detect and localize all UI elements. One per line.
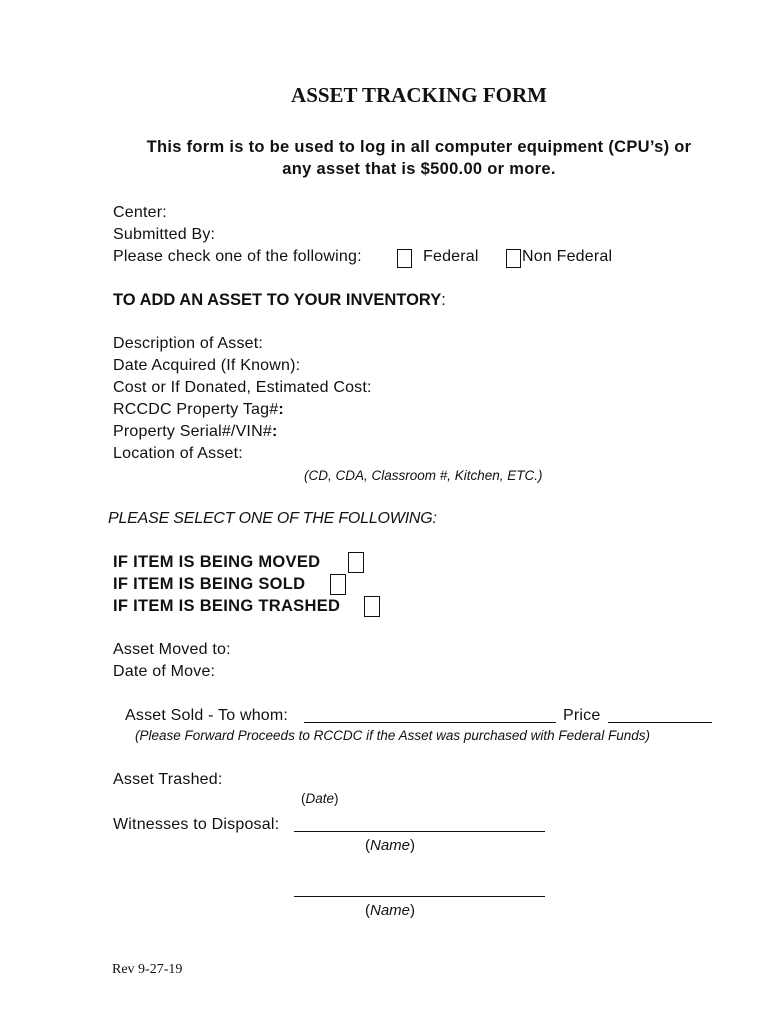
check-prompt: Please check one of the following: xyxy=(113,248,362,265)
location-label: Location of Asset: xyxy=(113,445,243,462)
moved-to-label: Asset Moved to: xyxy=(113,641,231,658)
moved-option-label: IF ITEM IS BEING MOVED xyxy=(113,553,321,571)
federal-checkbox[interactable] xyxy=(397,249,412,268)
witness-2-line[interactable] xyxy=(294,882,545,897)
non-federal-label: Non Federal xyxy=(522,248,613,265)
location-hint: (CD, CDA, Classroom #, Kitchen, ETC.) xyxy=(304,468,543,483)
description-label: Description of Asset: xyxy=(113,335,264,352)
date-caption: (Date) xyxy=(301,791,339,806)
revision-label: Rev 9-27-19 xyxy=(112,962,183,977)
sold-to-whom-line[interactable] xyxy=(304,708,556,723)
serial-colon: : xyxy=(271,423,278,440)
trashed-option-label: IF ITEM IS BEING TRASHED xyxy=(113,597,341,615)
price-line[interactable] xyxy=(608,708,712,723)
property-tag-label: RCCDC Property Tag# xyxy=(113,401,279,418)
fund-type-row xyxy=(113,248,362,266)
serial-row xyxy=(113,423,277,441)
selection-prompt: PLEASE SELECT ONE OF THE FOLLOWING: xyxy=(108,510,437,527)
serial-label: Property Serial#/VIN# xyxy=(113,423,272,440)
date-of-move-label: Date of Move: xyxy=(113,663,216,680)
moved-checkbox[interactable] xyxy=(348,552,364,573)
sold-to-whom-label: Asset Sold - To whom: xyxy=(125,707,289,724)
cost-label: Cost or If Donated, Estimated Cost: xyxy=(113,379,372,396)
witness-1-name-caption: (Name) xyxy=(365,837,416,854)
sold-checkbox[interactable] xyxy=(330,574,346,595)
date-acquired-label: Date Acquired (If Known): xyxy=(113,357,301,374)
federal-label: Federal xyxy=(423,248,479,265)
witness-2-name-caption: (Name) xyxy=(365,902,416,919)
property-tag-row xyxy=(113,401,284,419)
name-caption-word: Name xyxy=(370,837,411,854)
witness-1-line[interactable] xyxy=(294,817,545,832)
add-asset-heading-row xyxy=(113,291,446,310)
trashed-checkbox[interactable] xyxy=(364,596,380,617)
non-federal-checkbox[interactable] xyxy=(506,249,521,268)
add-asset-heading-colon: : xyxy=(441,291,446,309)
intro-line-2: any asset that is $500.00 or more. xyxy=(282,160,556,178)
add-asset-heading: TO ADD AN ASSET TO YOUR INVENTORY xyxy=(113,291,442,309)
price-label: Price xyxy=(563,707,601,724)
form-title: ASSET TRACKING FORM xyxy=(291,83,547,107)
center-label: Center: xyxy=(113,204,167,221)
sold-option-label: IF ITEM IS BEING SOLD xyxy=(113,575,306,593)
date-caption-word: Date xyxy=(305,791,335,806)
intro-line-1: This form is to be used to log in all computer equipment (CPU’s) or xyxy=(146,138,692,156)
name-caption-word: Name xyxy=(370,902,411,919)
asset-trashed-label: Asset Trashed: xyxy=(113,771,223,788)
submitted-by-label: Submitted By: xyxy=(113,226,216,243)
property-tag-colon: : xyxy=(278,401,284,418)
proceeds-note: (Please Forward Proceeds to RCCDC if the Asset was purchased with Federal Funds) xyxy=(135,728,650,743)
witnesses-label: Witnesses to Disposal: xyxy=(113,816,280,833)
